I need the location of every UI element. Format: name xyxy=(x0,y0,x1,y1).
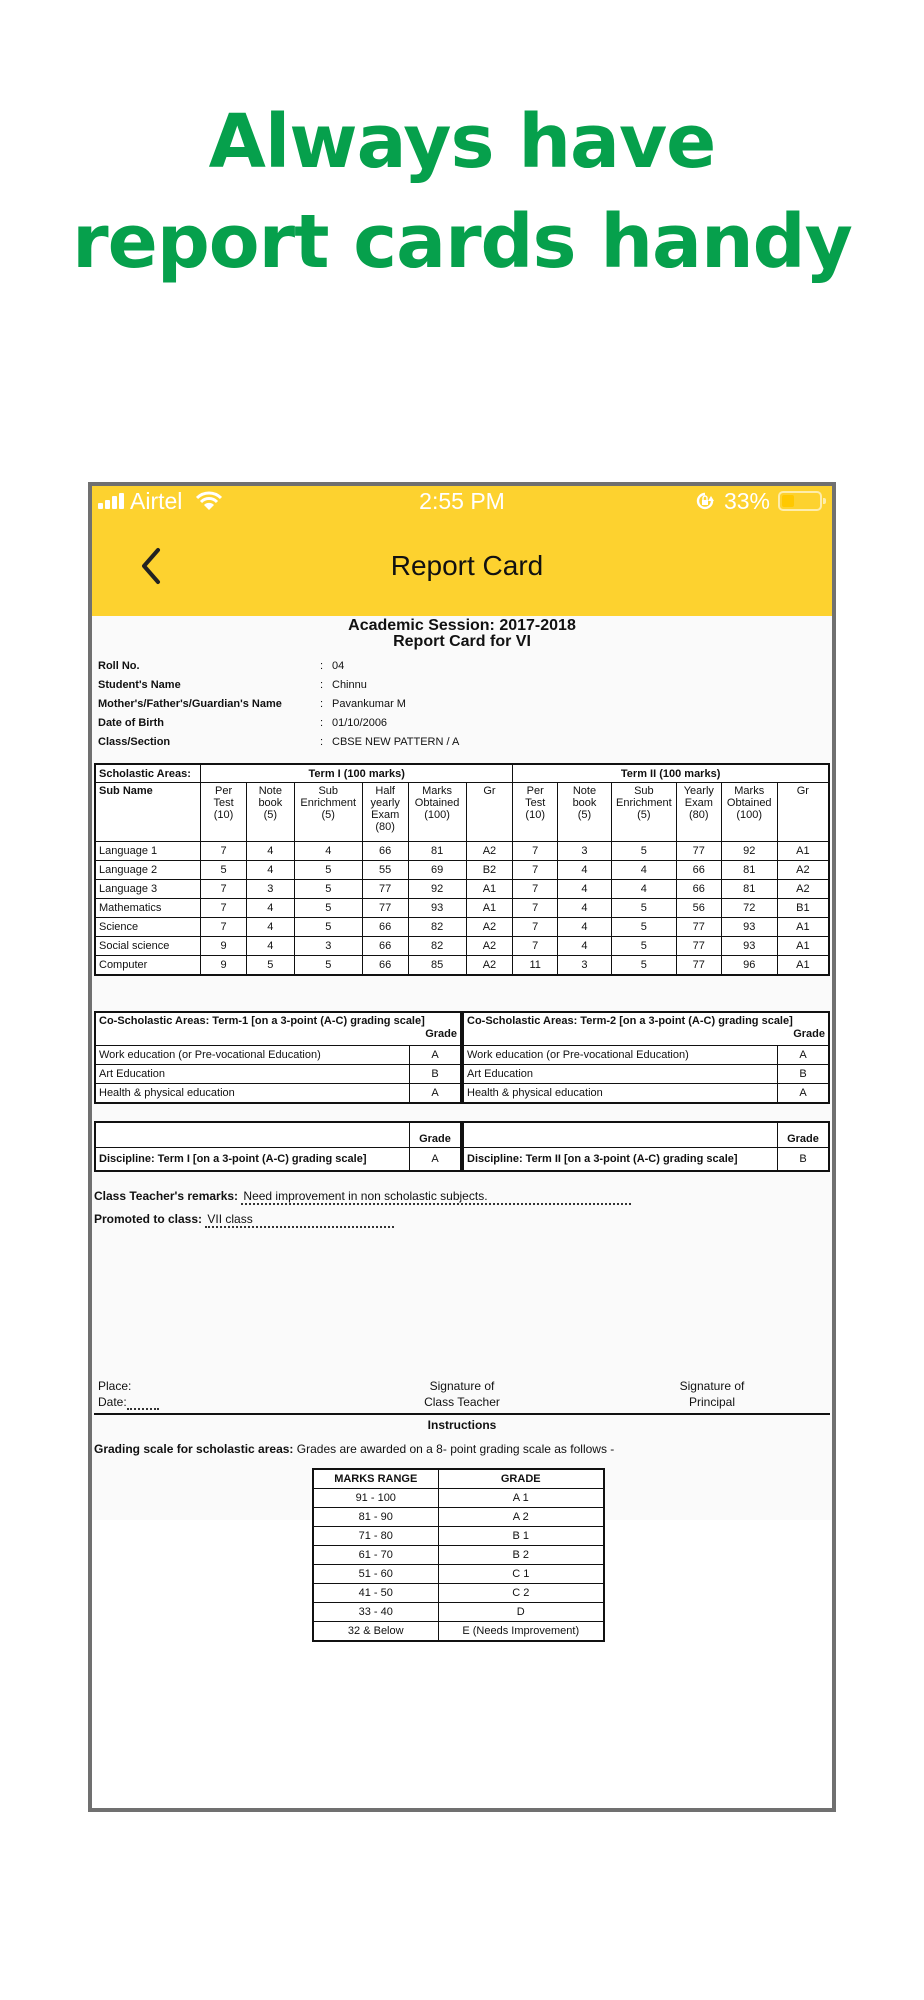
mark-cell: 4 xyxy=(558,937,612,956)
mark-cell: 4 xyxy=(246,918,294,937)
rotation-lock-icon xyxy=(694,490,716,512)
term1-header: Term I (100 marks) xyxy=(201,764,513,783)
grade-header: Grade xyxy=(425,1028,457,1040)
mark-cell: 5 xyxy=(294,861,362,880)
column-header-line: (100) xyxy=(736,809,763,821)
info-row xyxy=(98,713,459,732)
instructions-title: Instructions xyxy=(427,1418,497,1432)
subject-row xyxy=(95,956,829,976)
activity-grade: A xyxy=(778,1046,830,1065)
grading-header: GRADE xyxy=(438,1469,604,1489)
mark-cell: 7 xyxy=(201,899,247,918)
co-scholastic-row xyxy=(463,1084,829,1104)
battery-icon xyxy=(778,491,822,511)
promo-headline-line1: Always have xyxy=(208,99,716,185)
column-header xyxy=(246,783,294,842)
mark-cell: A1 xyxy=(777,842,829,861)
mark-cell: 72 xyxy=(721,899,777,918)
mark-cell: 4 xyxy=(246,937,294,956)
column-header-line: Enrichment xyxy=(300,797,357,809)
mark-cell: 66 xyxy=(676,880,721,899)
mark-cell: 3 xyxy=(246,880,294,899)
co-scholastic-title: Co-Scholastic Areas: Term-1 [on a 3-point (A-C) grading scale] xyxy=(99,1015,425,1027)
grade: D xyxy=(438,1603,604,1622)
mark-cell: B1 xyxy=(777,899,829,918)
discipline-blank xyxy=(95,1122,410,1148)
discipline-row xyxy=(95,1148,461,1172)
discipline-grade: B xyxy=(778,1148,830,1172)
info-label: Roll No. xyxy=(98,659,140,672)
mark-cell: 5 xyxy=(294,956,362,976)
mark-cell: 3 xyxy=(558,956,612,976)
subject-name: Language 3 xyxy=(95,880,201,899)
grading-text: Grades are awarded on a 8- point grading scale as follows - xyxy=(296,1442,615,1456)
mark-cell: 77 xyxy=(676,956,721,976)
nav-bar xyxy=(92,516,832,616)
phone-screen xyxy=(88,482,836,1812)
grade: C 1 xyxy=(438,1565,604,1584)
activity-name: Health & physical education xyxy=(463,1084,778,1104)
mark-cell: 4 xyxy=(558,899,612,918)
mark-cell: 4 xyxy=(294,842,362,861)
promoted-label: Promoted to class: xyxy=(94,1212,203,1226)
term2-header: Term II (100 marks) xyxy=(513,764,829,783)
column-header-line: (80) xyxy=(689,809,709,821)
discipline-header xyxy=(95,1122,461,1148)
subject-name: Science xyxy=(95,918,201,937)
column-header xyxy=(676,783,721,842)
mark-cell: 7 xyxy=(201,918,247,937)
sig-teacher-line2: Class Teacher xyxy=(424,1395,500,1409)
activity-grade: A xyxy=(410,1084,462,1104)
mark-cell: 5 xyxy=(201,861,247,880)
subject-row xyxy=(95,861,829,880)
mark-cell: 66 xyxy=(362,842,408,861)
discipline-grade: A xyxy=(410,1148,462,1172)
grading-header-row xyxy=(313,1469,604,1489)
column-header xyxy=(466,783,513,842)
mark-cell: 4 xyxy=(246,899,294,918)
column-header-line: yearly xyxy=(370,797,400,809)
column-header-line: (5) xyxy=(637,809,651,821)
mark-cell: 9 xyxy=(201,937,247,956)
mark-cell: 5 xyxy=(294,880,362,899)
carrier-name: Airtel xyxy=(130,487,183,514)
info-value: 04 xyxy=(332,659,345,672)
discipline-header xyxy=(463,1122,829,1148)
mark-cell: 66 xyxy=(676,861,721,880)
column-header-line: Exam xyxy=(684,797,713,809)
grade: B 1 xyxy=(438,1527,604,1546)
marks-range: 61 - 70 xyxy=(313,1546,438,1565)
activity-name: Art Education xyxy=(463,1065,778,1084)
mark-cell: 93 xyxy=(721,918,777,937)
marks-range: 41 - 50 xyxy=(313,1584,438,1603)
mark-cell: 4 xyxy=(558,861,612,880)
info-row xyxy=(98,675,459,694)
mark-cell: A1 xyxy=(466,880,513,899)
mark-cell: 81 xyxy=(408,842,466,861)
mark-cell: 85 xyxy=(408,956,466,976)
column-header-line: Note xyxy=(572,785,597,797)
sig-principal-line1: Signature of xyxy=(679,1379,745,1393)
mark-cell: 3 xyxy=(558,842,612,861)
mark-cell: A2 xyxy=(777,880,829,899)
info-value: 01/10/2006 xyxy=(332,716,388,729)
discipline-label: Discipline: Term II [on a 3-point (A-C) grading scale] xyxy=(463,1148,778,1172)
scholastic-areas-label: Scholastic Areas: xyxy=(95,764,201,783)
subject-row xyxy=(95,937,829,956)
marks-range: 81 - 90 xyxy=(313,1508,438,1527)
activity-grade: B xyxy=(410,1065,462,1084)
mark-cell: 5 xyxy=(611,842,676,861)
mark-cell: 82 xyxy=(408,937,466,956)
mark-cell: 4 xyxy=(558,918,612,937)
mark-cell: A2 xyxy=(466,956,513,976)
mark-cell: 56 xyxy=(676,899,721,918)
teacher-remarks xyxy=(94,1189,631,1205)
mark-cell: A2 xyxy=(466,937,513,956)
column-header-line: Note xyxy=(258,785,282,797)
marks-range: 32 & Below xyxy=(313,1622,438,1642)
mark-cell: 81 xyxy=(721,880,777,899)
marks-range: 91 - 100 xyxy=(313,1489,438,1508)
activity-name: Health & physical education xyxy=(95,1084,410,1104)
column-header-line: Test xyxy=(213,797,234,809)
sig-teacher-line1: Signature of xyxy=(429,1379,495,1393)
co-scholastic-header xyxy=(463,1012,829,1046)
discipline-label: Discipline: Term I [on a 3-point (A-C) grading scale] xyxy=(95,1148,410,1172)
mark-cell: 5 xyxy=(611,899,676,918)
academic-session: Academic Session: 2017-2018 xyxy=(348,617,576,634)
column-header-line: book xyxy=(258,797,283,809)
mark-cell: B2 xyxy=(466,861,513,880)
column-header-line: Gr xyxy=(796,785,809,797)
class-teacher-signature xyxy=(392,1378,532,1410)
activity-name: Art Education xyxy=(95,1065,410,1084)
column-header xyxy=(362,783,408,842)
date-label: Date: xyxy=(98,1395,127,1409)
info-label: Date of Birth xyxy=(98,716,164,729)
co-scholastic-term1-table xyxy=(94,1011,462,1104)
co-scholastic-row xyxy=(463,1046,829,1065)
sub-name-header: Sub Name xyxy=(95,783,201,842)
column-header-line: Half xyxy=(375,785,395,797)
column-header xyxy=(201,783,247,842)
activity-grade: A xyxy=(410,1046,462,1065)
mark-cell: 7 xyxy=(513,937,558,956)
grading-row xyxy=(313,1508,604,1527)
mark-cell: A1 xyxy=(777,956,829,976)
grading-label: Grading scale for scholastic areas: xyxy=(94,1442,294,1456)
mark-cell: 5 xyxy=(246,956,294,976)
mark-cell: A2 xyxy=(777,861,829,880)
mark-cell: 5 xyxy=(611,918,676,937)
mark-cell: 4 xyxy=(246,861,294,880)
mark-cell: 7 xyxy=(201,880,247,899)
promo-headline-line2: report cards handy xyxy=(72,199,852,285)
column-header xyxy=(777,783,829,842)
co-scholastic-title-cell xyxy=(463,1012,829,1046)
info-colon: : xyxy=(320,716,324,729)
subject-name: Language 1 xyxy=(95,842,201,861)
column-header-line: Per xyxy=(526,785,544,797)
status-bar xyxy=(92,486,832,516)
column-header-line: (80) xyxy=(375,821,395,833)
mark-cell: 55 xyxy=(362,861,408,880)
mark-cell: 77 xyxy=(676,937,721,956)
promoted-value: VII class xyxy=(205,1212,394,1228)
activity-name: Work education (or Pre-vocational Education) xyxy=(95,1046,410,1065)
mark-cell: A1 xyxy=(466,899,513,918)
grade: A 1 xyxy=(438,1489,604,1508)
column-header-line: Per xyxy=(214,785,233,797)
marks-range: 71 - 80 xyxy=(313,1527,438,1546)
mark-cell: 3 xyxy=(294,937,362,956)
mark-cell: 66 xyxy=(362,937,408,956)
grading-row xyxy=(313,1584,604,1603)
mark-cell: 7 xyxy=(513,918,558,937)
column-header-line: Obtained xyxy=(414,797,460,809)
principal-signature xyxy=(652,1378,772,1410)
subject-row xyxy=(95,842,829,861)
mark-cell: 5 xyxy=(294,918,362,937)
info-value: Pavankumar M xyxy=(332,697,406,710)
column-header-line: (10) xyxy=(213,809,234,821)
grade: C 2 xyxy=(438,1584,604,1603)
co-scholastic-row xyxy=(95,1084,461,1104)
mark-cell: 11 xyxy=(513,956,558,976)
column-header-line: Marks xyxy=(422,785,453,797)
co-scholastic-title: Co-Scholastic Areas: Term-2 [on a 3-point (A-C) grading scale] xyxy=(467,1015,793,1027)
mark-cell: A1 xyxy=(777,918,829,937)
info-colon: : xyxy=(320,659,324,672)
place-date xyxy=(98,1378,159,1410)
co-scholastic-row xyxy=(95,1046,461,1065)
mark-cell: 4 xyxy=(611,861,676,880)
co-scholastic-term2-table xyxy=(462,1011,830,1104)
remarks-value: Need improvement in non scholastic subjects. xyxy=(241,1189,631,1205)
battery-percent: 33% xyxy=(723,487,770,514)
column-header-line: book xyxy=(572,797,597,809)
mark-cell: 96 xyxy=(721,956,777,976)
subject-row xyxy=(95,899,829,918)
mark-cell: 66 xyxy=(362,918,408,937)
mark-cell: A1 xyxy=(777,937,829,956)
mark-cell: 9 xyxy=(201,956,247,976)
column-header xyxy=(611,783,676,842)
grading-header: MARKS RANGE xyxy=(313,1469,438,1489)
column-header-line: Test xyxy=(525,797,546,809)
subject-row xyxy=(95,918,829,937)
activity-grade: A xyxy=(778,1084,830,1104)
column-header xyxy=(513,783,558,842)
mark-cell: A2 xyxy=(466,918,513,937)
mark-cell: 7 xyxy=(513,861,558,880)
mark-cell: 5 xyxy=(611,956,676,976)
info-label: Class/Section xyxy=(98,735,171,748)
info-row xyxy=(98,656,459,675)
grading-row xyxy=(313,1622,604,1642)
column-header-line: (10) xyxy=(525,809,545,821)
co-scholastic-row xyxy=(463,1065,829,1084)
grading-row xyxy=(313,1489,604,1508)
mark-cell: 4 xyxy=(558,880,612,899)
grade-header: Grade xyxy=(410,1122,462,1148)
grade: A 2 xyxy=(438,1508,604,1527)
mark-cell: 93 xyxy=(408,899,466,918)
co-scholastic-title-cell xyxy=(95,1012,461,1046)
page-title: Report Card xyxy=(390,550,544,581)
mark-cell: 4 xyxy=(246,842,294,861)
column-header-line: Marks xyxy=(734,785,765,797)
grading-row xyxy=(313,1565,604,1584)
column-header xyxy=(721,783,777,842)
co-scholastic-header xyxy=(95,1012,461,1046)
subject-name: Mathematics xyxy=(95,899,201,918)
promotion xyxy=(94,1212,394,1228)
info-row xyxy=(98,732,459,751)
report-card-document[interactable] xyxy=(92,616,832,1637)
marks-range: 33 - 40 xyxy=(313,1603,438,1622)
battery-level xyxy=(782,495,794,507)
mark-cell: 7 xyxy=(513,842,558,861)
info-row xyxy=(98,694,459,713)
mark-cell: 92 xyxy=(408,880,466,899)
mark-cell: A2 xyxy=(466,842,513,861)
info-colon: : xyxy=(320,735,324,748)
mark-cell: 4 xyxy=(611,880,676,899)
info-colon: : xyxy=(320,678,324,691)
marks-range: 51 - 60 xyxy=(313,1565,438,1584)
mark-cell: 5 xyxy=(294,899,362,918)
sig-principal-line2: Principal xyxy=(688,1395,736,1409)
column-header-line: (100) xyxy=(424,809,450,821)
mark-cell: 77 xyxy=(676,918,721,937)
column-header xyxy=(294,783,362,842)
grading-scale-description xyxy=(94,1442,614,1456)
divider xyxy=(94,1413,830,1415)
subject-name: Language 2 xyxy=(95,861,201,880)
grading-row xyxy=(313,1603,604,1622)
grading-scale-table xyxy=(312,1468,605,1642)
info-value: Chinnu xyxy=(332,678,367,691)
activity-grade: B xyxy=(778,1065,830,1084)
column-header xyxy=(558,783,612,842)
grading-row xyxy=(313,1546,604,1565)
mark-cell: 7 xyxy=(201,842,247,861)
subject-name: Social science xyxy=(95,937,201,956)
grade: B 2 xyxy=(438,1546,604,1565)
subject-name: Computer xyxy=(95,956,201,976)
scholastic-table xyxy=(94,763,830,976)
mark-cell: 77 xyxy=(676,842,721,861)
info-value: CBSE NEW PATTERN / A xyxy=(332,735,460,748)
mark-cell: 93 xyxy=(721,937,777,956)
column-header-line: Sub xyxy=(318,785,339,797)
mark-cell: 7 xyxy=(513,899,558,918)
info-label: Mother's/Father's/Guardian's Name xyxy=(98,697,282,710)
column-header-line: Gr xyxy=(483,785,496,797)
discipline-term2-table xyxy=(462,1121,830,1172)
student-info xyxy=(98,656,459,751)
mark-cell: 66 xyxy=(362,956,408,976)
activity-name: Work education (or Pre-vocational Education) xyxy=(463,1046,778,1065)
grade-header: Grade xyxy=(778,1122,830,1148)
co-scholastic-row xyxy=(95,1065,461,1084)
discipline-row xyxy=(463,1148,829,1172)
mark-cell: 77 xyxy=(362,899,408,918)
remarks-label: Class Teacher's remarks: xyxy=(94,1189,239,1203)
info-colon: : xyxy=(320,697,324,710)
mark-cell: 7 xyxy=(513,880,558,899)
column-header-line: Exam xyxy=(371,809,400,821)
discipline-term1-table xyxy=(94,1121,462,1172)
column-header-line: (5) xyxy=(321,809,335,821)
info-label: Student's Name xyxy=(98,678,181,691)
place-label: Place: xyxy=(98,1379,132,1393)
mark-cell: 92 xyxy=(721,842,777,861)
column-header-line: Sub xyxy=(634,785,654,797)
report-card-class: Report Card for VI xyxy=(393,633,531,650)
column-header xyxy=(408,783,466,842)
discipline-blank xyxy=(463,1122,778,1148)
column-header-line: Enrichment xyxy=(616,797,672,809)
column-header-line: (5) xyxy=(263,809,278,821)
mark-cell: 5 xyxy=(611,937,676,956)
status-time: 2:55 PM xyxy=(419,488,505,514)
column-header-line: Yearly xyxy=(683,785,714,797)
mark-cell: 81 xyxy=(721,861,777,880)
mark-cell: 69 xyxy=(408,861,466,880)
mark-cell: 77 xyxy=(362,880,408,899)
column-header-line: Obtained xyxy=(726,797,772,809)
grade-header: Grade xyxy=(793,1028,825,1040)
grade: E (Needs Improvement) xyxy=(438,1622,604,1642)
grading-row xyxy=(313,1527,604,1546)
promo-headline xyxy=(0,92,924,292)
mark-cell: 82 xyxy=(408,918,466,937)
column-header-line: (5) xyxy=(577,809,592,821)
subject-row xyxy=(95,880,829,899)
